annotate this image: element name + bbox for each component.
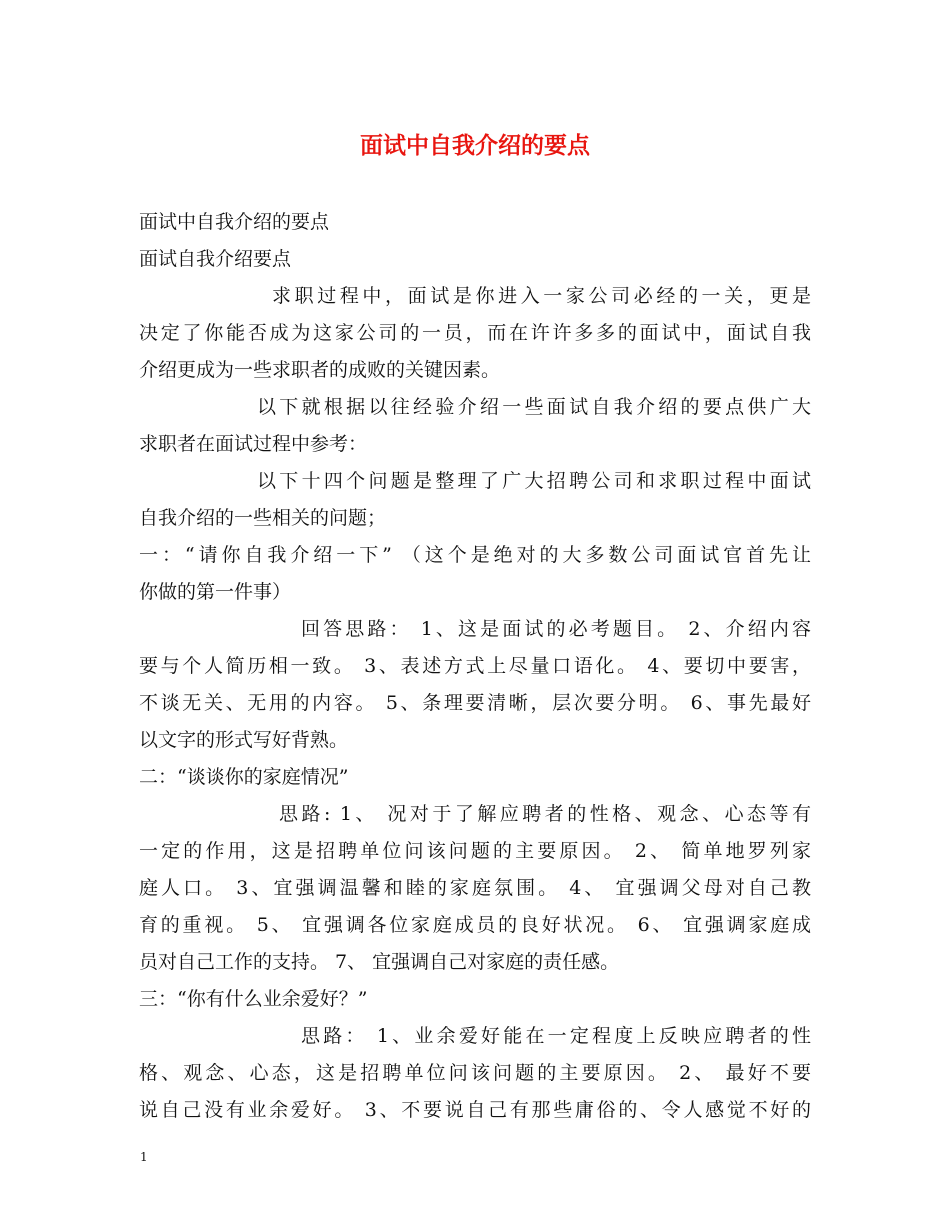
answer-line: 要与个人简历相一致。 3、表述方式上尽量口语化。 4、要切中要害，	[139, 655, 811, 677]
subtitle-line: 面试自我介绍要点	[139, 248, 292, 270]
subtitle-line: 面试中自我介绍的要点	[139, 211, 330, 233]
paragraph-line: 介绍更成为一些求职者的成败的关键因素。	[139, 359, 501, 381]
paragraph-line: 自我介绍的一些相关的问题；	[139, 507, 387, 529]
answer-line: 思路： 1、业余爱好能在一定程度上反映应聘者的性	[301, 1025, 811, 1047]
answer-line: 格、观念、心态，这是招聘单位问该问题的主要原因。 2、 最好不要	[139, 1062, 811, 1084]
paragraph-line: 决定了你能否成为这家公司的一员，而在许许多多的面试中，面试自我	[139, 322, 811, 344]
document-title: 面试中自我介绍的要点	[360, 133, 590, 159]
answer-line: 育的重视。 5、 宜强调各位家庭成员的良好状况。 6、 宜强调家庭成	[139, 914, 811, 936]
paragraph-line: 以下十四个问题是整理了广大招聘公司和求职过程中面试	[257, 470, 811, 492]
page-number: 1	[140, 1150, 148, 1164]
answer-line: 说自己没有业余爱好。 3、不要说自己有那些庸俗的、令人感觉不好的	[139, 1099, 811, 1121]
paragraph-line: 求职过程中，面试是你进入一家公司必经的一关，更是	[272, 285, 811, 307]
paragraph-line: 你做的第一件事）	[139, 581, 292, 603]
paragraph-line: 求职者在面试过程中参考：	[139, 433, 368, 455]
document-body	[139, 204, 811, 1129]
answer-line: 一定的作用，这是招聘单位问该问题的主要原因。 2、 简单地罗列家	[139, 840, 811, 862]
answer-line: 不谈无关、无用的内容。 5、条理要清晰，层次要分明。 6、事先最好	[139, 692, 811, 714]
answer-line: 庭人口。 3、宜强调温馨和睦的家庭氛围。 4、 宜强调父母对自己教	[139, 877, 811, 899]
paragraph-line: 以下就根据以往经验介绍一些面试自我介绍的要点供广大	[257, 396, 811, 418]
question-heading: 一：“请你自我介绍一下” （这个是绝对的大多数公司面试官首先让	[139, 544, 811, 566]
question-heading: 三：“你有什么业余爱好？”	[139, 988, 368, 1010]
answer-line: 以文字的形式写好背熟。	[139, 729, 349, 751]
answer-line: 回答思路： 1、这是面试的必考题目。 2、介绍内容	[301, 618, 811, 640]
answer-line: 思路: 1、 况对于了解应聘者的性格、观念、心态等有	[279, 803, 811, 825]
question-heading: 二：“谈谈你的家庭情况”	[139, 766, 349, 788]
answer-line: 员对自己工作的支持。 7、 宜强调自己对家庭的责任感。	[139, 951, 620, 973]
